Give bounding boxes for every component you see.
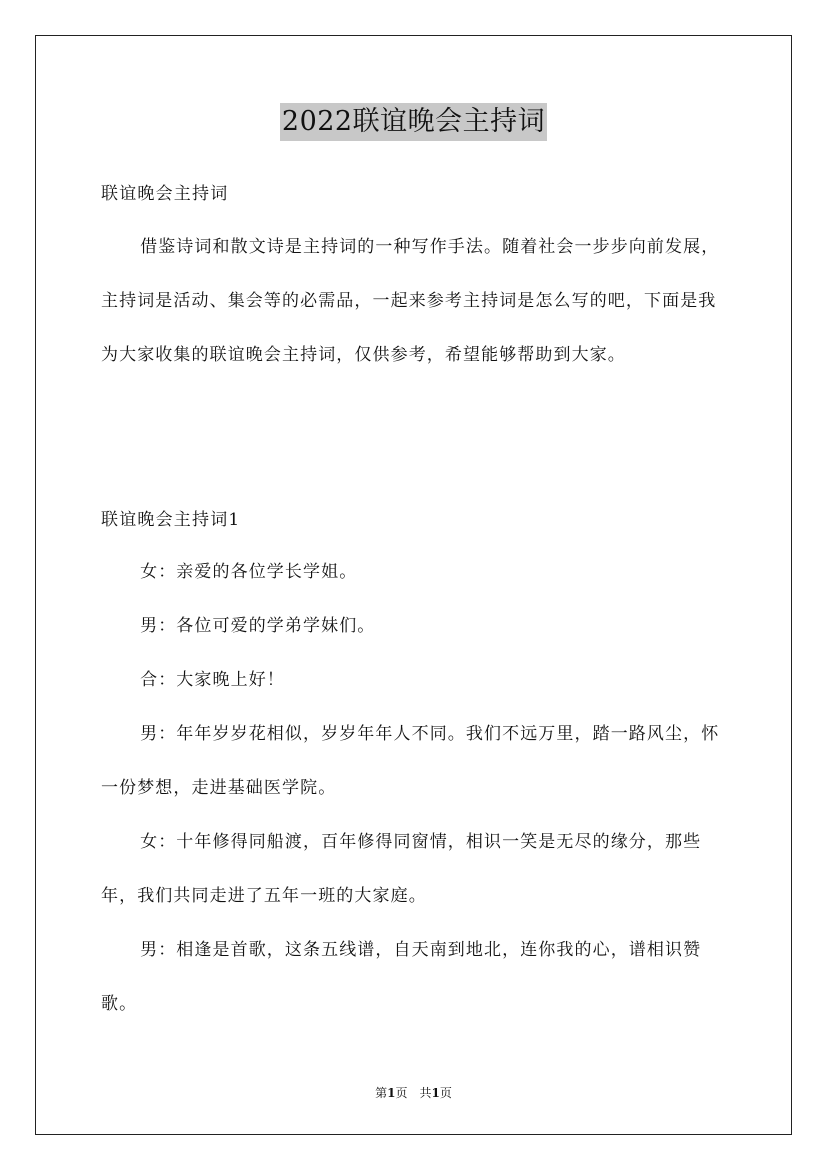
dialogue-line-5: 女：十年修得同船渡，百年修得同窗情，相识一笑是无尽的缘分，那些年，我们共同走进了五年一班的大家庭。 [101, 832, 702, 906]
document-title: 2022联谊晚会主持词 [280, 103, 547, 141]
dialogue-line-3: 合：大家晚上好！ [140, 670, 285, 690]
heading-section-1: 联谊晚会主持词1 [101, 510, 241, 530]
footer-page-total: 1 [431, 1086, 440, 1100]
page-footer [0, 1085, 827, 1101]
dialogue-line-4: 男：年年岁岁花相似，岁岁年年人不同。我们不远万里，踏一路风尘，怀一份梦想，走进基础医学院。 [101, 724, 720, 798]
footer-page-suffix: 页 [439, 1086, 452, 1100]
dialogue-line-2: 男：各位可爱的学弟学妹们。 [140, 616, 376, 636]
dialogue-line-1: 女：亲爱的各位学长学姐。 [140, 562, 358, 582]
title-wrap [0, 103, 827, 141]
footer-page-current: 1 [387, 1086, 396, 1100]
heading-intro: 联谊晚会主持词 [101, 184, 229, 204]
footer-page-prefix: 第 [375, 1086, 388, 1100]
dialogue-line-6: 男：相逢是首歌，这条五线谱，自天南到地北，连你我的心，谱相识赞歌。 [101, 940, 702, 1014]
intro-paragraph: 借鉴诗词和散文诗是主持词的一种写作手法。随着社会一步步向前发展，主持词是活动、集会等的必需品，一起来参考主持词是怎么写的吧，下面是我为大家收集的联谊晚会主持词，仅供参考，希望能够帮助到大家。 [101, 237, 720, 365]
footer-page-mid: 页 共 [395, 1086, 432, 1100]
